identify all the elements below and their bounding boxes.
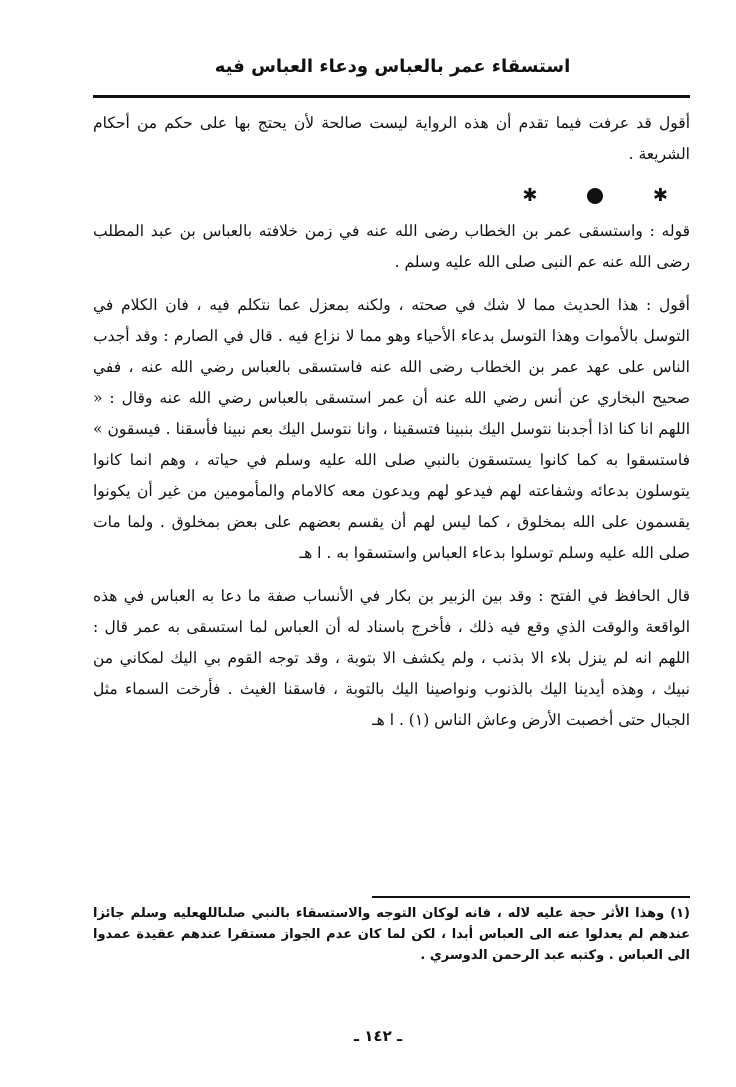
dot-icon: [587, 188, 603, 204]
header-rule: [93, 95, 690, 98]
asterisk-left-icon: ✱: [522, 185, 538, 206]
asterisk-right-icon: ✱: [652, 185, 668, 206]
footnote-text: (١) وهذا الأثر حجة عليه لاله ، فانه لوكان التوجه والاستسقاء بالنبي صلىاللهعليه وسلم جائزا عندهم لم يعدلوا عنه الى العباس أبدا ، لكن لما كان عدم الجواز مستقرا عندهم عقيدة عمدوا الى العباس . وكتبه عبد الرحمن الدوسري .: [93, 906, 690, 963]
page-number: ـ ١٤٢ ـ: [353, 1027, 403, 1045]
page-header-title: استسقاء عمر بالعباس ودعاء العباس فيه: [214, 56, 571, 77]
paragraph-response: أقول : هذا الحديث مما لا شك في صحته ، ولكنه بمعزل عما نتكلم فيه ، فان الكلام في التوسل بالأموات وهذا التوسل بدعاء الأحياء وهو مما لا نزاع فيه . قال في الصارم : وقد أجدب الناس على عهد عمر بن الخطاب رضى الله عنه فاستسقى بالعباس رضي الله عنه ، ففي صحيح البخاري عن أنس رضي الله عنه أن عمر استسقى بالعباس رضي الله عنه وقال : « اللهم انا كنا اذا أجدبنا نتوسل اليك بنبينا فتسقينا ، وانا نتوسل اليك بعم نبينا فأسقنا . فيسقون » فاستسقوا به كما كانوا يستسقون بالنبي صلى الله عليه وسلم في حياته ، وهم انما كانوا يتوسلون بدعائه وشفاعته لهم فيدعو لهم ويدعون معه كالامام والمأمومين من غير أن يكونوا يقسمون على الله بمخلوق ، كما ليس لهم أن يقسم بعضهم على بعض بمخلوق . ولما مات صلى الله عليه وسلم توسلوا بدعاء العباس واستسقوا به . ا هـ: [93, 296, 690, 562]
section-separator: [93, 176, 690, 216]
main-text: [93, 108, 690, 736]
footnote-rule: [372, 896, 690, 898]
paragraph-fath: قال الحافظ في الفتح : وقد بين الزبير بن بكار في الأنساب صفة ما دعا به العباس في هذه الواقعة والوقت الذي وقع فيه ذلك ، فأخرج باسناد له أن العباس لما استسقى به عمر قال : اللهم انه لم ينزل بلاء الا بذنب ، ولم يكشف الا بتوبة ، وقد توجه القوم بي اليك لمكاني من نبيك ، وهذه أيدينا اليك بالذنوب ونواصينا اليك بالتوبة ، فاسقنا الغيث . فأرخت السماء مثل الجبال حتى أخصبت الأرض وعاش الناس (١) . ا هـ: [93, 587, 690, 729]
paragraph-quote: قوله : واستسقى عمر بن الخطاب رضى الله عنه في زمن خلافته بالعباس بن عبد المطلب رضى الله عنه عم النبى صلى الله عليه وسلم .: [93, 222, 690, 271]
paragraph-intro: أقول قد عرفت فيما تقدم أن هذه الرواية ليست صالحة لأن يحتج بها على حكم من أحكام الشريعة .: [93, 114, 690, 163]
footnote: [93, 903, 690, 966]
